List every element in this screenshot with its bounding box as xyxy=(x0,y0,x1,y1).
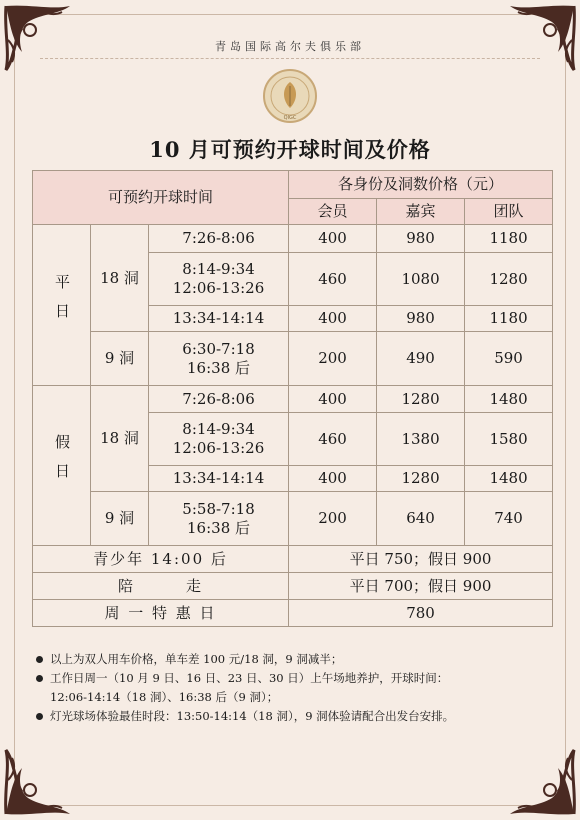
member-price: 460 xyxy=(289,253,377,306)
guest-price: 1380 xyxy=(377,413,465,466)
member-price: 400 xyxy=(289,466,377,492)
time-header: 可预约开球时间 xyxy=(33,171,289,225)
list-item: 12:06-14:14（18 洞）、16:38 后（9 洞）； xyxy=(50,690,279,704)
corner-ornament-icon xyxy=(0,730,90,820)
member-price: 200 xyxy=(289,492,377,546)
tee-time: 8:14-9:34 12:06-13:26 xyxy=(149,253,289,306)
group-price: 740 xyxy=(465,492,553,546)
guest-price: 640 xyxy=(377,492,465,546)
notes-list xyxy=(34,650,554,726)
monday-price: 780 xyxy=(289,600,553,627)
price-table xyxy=(32,170,553,627)
tee-time: 7:26-8:06 xyxy=(149,225,289,253)
caddie-label: 陪 走 xyxy=(33,573,289,600)
group-price: 1280 xyxy=(465,253,553,306)
hole-label: 9 洞 xyxy=(91,332,149,386)
guest-price: 490 xyxy=(377,332,465,386)
group-price: 590 xyxy=(465,332,553,386)
youth-label: 青少年 14:00 后 xyxy=(33,546,289,573)
tee-time: 8:14-9:34 12:06-13:26 xyxy=(149,413,289,466)
corner-ornament-icon xyxy=(490,730,580,820)
member-header: 会员 xyxy=(289,199,377,225)
tee-time: 7:26-8:06 xyxy=(149,386,289,413)
divider xyxy=(40,58,540,59)
guest-price: 1280 xyxy=(377,466,465,492)
guest-price: 1280 xyxy=(377,386,465,413)
tee-time: 5:58-7:18 16:38 后 xyxy=(149,492,289,546)
table-row xyxy=(33,332,553,386)
monday-label: 周 一 特 惠 日 xyxy=(33,600,289,627)
table-row xyxy=(33,386,553,413)
group-price: 1480 xyxy=(465,386,553,413)
list-item: 灯光球场体验最佳时段：13:50-14:14（18 洞），9 洞体验请配合出发台安排。 xyxy=(34,707,554,726)
guest-price: 1080 xyxy=(377,253,465,306)
member-price: 460 xyxy=(289,413,377,466)
guest-header: 嘉宾 xyxy=(377,199,465,225)
caddie-price: 平日 700；假日 900 xyxy=(289,573,553,600)
group-header: 团队 xyxy=(465,199,553,225)
member-price: 200 xyxy=(289,332,377,386)
tee-time: 13:34-14:14 xyxy=(149,466,289,492)
table-row xyxy=(33,546,553,573)
hole-label: 9 洞 xyxy=(91,492,149,546)
table-row xyxy=(33,225,553,253)
member-price: 400 xyxy=(289,225,377,253)
youth-price: 平日 750；假日 900 xyxy=(289,546,553,573)
guest-price: 980 xyxy=(377,225,465,253)
table-row xyxy=(33,573,553,600)
holiday-label: 假日 xyxy=(53,434,71,492)
page-title: 10 月可预约开球时间及价格 xyxy=(149,137,431,162)
tee-time: 6:30-7:18 16:38 后 xyxy=(149,332,289,386)
price-header: 各身份及洞数价格（元） xyxy=(289,171,553,199)
logo-text: QIGC xyxy=(283,115,297,121)
hole-label: 18 洞 xyxy=(91,386,149,492)
group-price: 1580 xyxy=(465,413,553,466)
bullet-icon xyxy=(36,656,43,663)
table-row xyxy=(33,600,553,627)
bullet-icon xyxy=(36,675,43,682)
club-logo-icon xyxy=(262,68,318,124)
table-row xyxy=(33,492,553,546)
tee-time: 13:34-14:14 xyxy=(149,306,289,332)
group-price: 1180 xyxy=(465,225,553,253)
list-item: 以上为双人用车价格，单车差 100 元/18 洞，9 洞减半； xyxy=(34,650,554,669)
list-item: 工作日周一（10 月 9 日、16 日、23 日、30 日）上午场地养护，开球时间： xyxy=(34,669,554,688)
group-price: 1480 xyxy=(465,466,553,492)
group-price: 1180 xyxy=(465,306,553,332)
member-price: 400 xyxy=(289,386,377,413)
bullet-icon xyxy=(36,713,43,720)
weekday-label: 平日 xyxy=(53,273,71,332)
member-price: 400 xyxy=(289,306,377,332)
hole-label: 18 洞 xyxy=(91,225,149,332)
guest-price: 980 xyxy=(377,306,465,332)
club-name: 青岛国际高尔夫俱乐部 xyxy=(215,40,365,53)
